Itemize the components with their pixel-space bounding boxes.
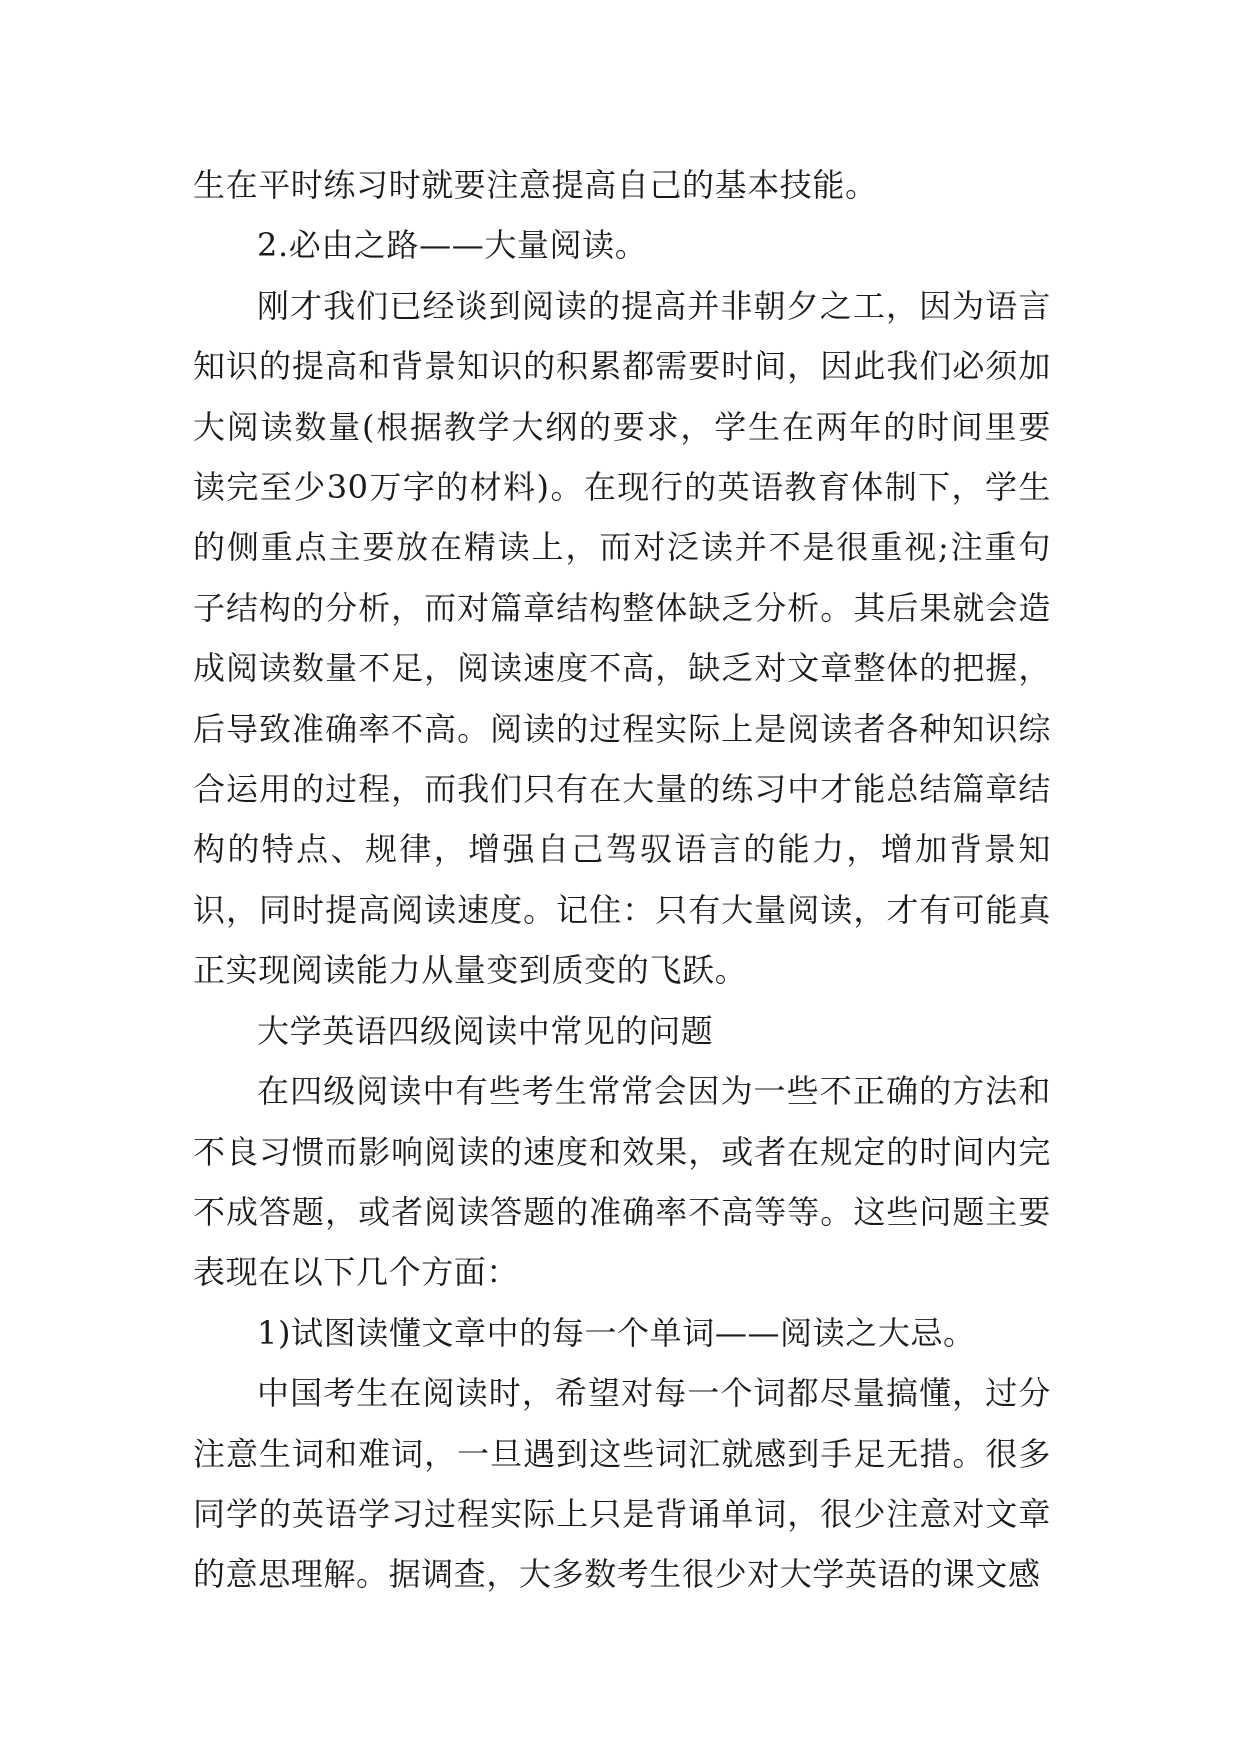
paragraph: 生在平时练习时就要注意提高自己的基本技能。: [193, 166, 878, 204]
paragraph: 刚才我们已经谈到阅读的提高并非朝夕之工，因为语言知识的提高和背景知识的积累都需要时间，因此我们必须加大阅读数量(根据教学大纲的要求，学生在两年的时间里要读完至少30万字的材料)。在现行的英语教育体制下，学生的侧重点主要放在精读上，而对泛读并不是很重视;注重句子结构的分析，而对篇章结构整体缺乏分析。其后果就会造成阅读数量不足，阅读速度不高，缺乏对文章整体的把握，后导致准确率不高。阅读的过程实际上是阅读者各种知识综合运用的过程，而我们只有在大量的练习中才能总结篇章结构的特点、规律，增强自己驾驭语言的能力，增加背景知识，同时提高阅读速度。记住：只有大量阅读，才有可能真正实现阅读能力从量变到质变的飞跃。: [193, 286, 1051, 990]
paragraph: 在四级阅读中有些考生常常会因为一些不正确的方法和不良习惯而影响阅读的速度和效果，或者在规定的时间内完不成答题，或者阅读答题的准确率不高等等。这些问题主要表现在以下几个方面：: [193, 1072, 1051, 1292]
paragraph: 中国考生在阅读时，希望对每一个词都尽量搞懂，过分注意生词和难词，一旦遇到这些词汇就感到手足无措。很多同学的英语学习过程实际上只是背诵单词，很少注意对文章的意思理解。据调查，大多数考生很少对大学英语的课文感: [193, 1374, 1051, 1594]
subsection-heading: 1)试图读懂文章中的每一个单词——阅读之大忌。: [257, 1313, 976, 1352]
section-heading: 2.必由之路——大量阅读。: [257, 226, 648, 265]
section-heading: 大学英语四级阅读中常见的问题: [257, 1011, 714, 1050]
body-text: [193, 155, 1051, 1605]
